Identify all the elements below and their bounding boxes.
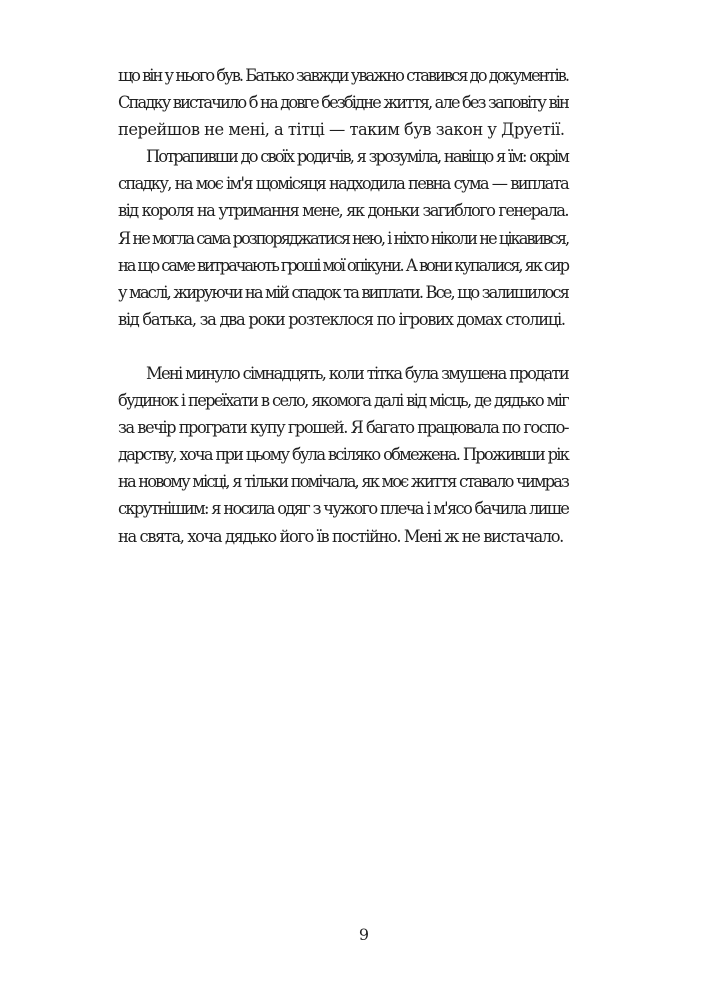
text-line: на свята, хоча дядько його їв постійно. Мені ж не вистачало. [118,526,563,546]
text-line: на новому місці, я тільки помічала, як моє життя ставало чимраз [118,472,568,492]
text-line: перейшов не мені, а тітці — таким був закон у Друетії. [118,120,565,140]
text-line: Я не могла сама розпоряджатися нею, і ніхто ніколи не цікавився, [118,228,569,248]
paragraph-3 [118,360,568,550]
text-line: від короля на утримання мене, як доньки загиблого генерала. [118,201,568,221]
text-line: Потрапивши до своїх родичів, я зрозуміла, навіщо я їм: окрім [146,147,568,167]
body-text [118,62,568,550]
text-line: у маслі, жируючи на мій спадок та виплати. Все, що залишилося [118,282,568,302]
text-line: від батька, за два роки розтеклося по ігрових домах столиці. [118,309,565,329]
text-line: спадку, на моє ім'я щомісяця надходила певна сума — виплата [118,174,568,194]
text-line: за вечір програти купу грошей. Я багато працювала по госпо- [118,418,568,438]
text-line: скрутнішим: я носила одяг з чужого плеча і м'ясо бачила лише [118,499,569,519]
text-line: будинок і переїхати в село, якомога далі від місць, де дядько міг [118,391,568,411]
text-line: Спадку вистачило б на довге безбідне життя, але без заповіту він [118,93,568,113]
paragraph-1 [118,62,568,143]
text-line: на що саме витрачають гроші мої опікуни. А вони купалися, як сир [118,255,569,275]
paragraph-2 [118,143,568,333]
text-line: що він у нього був. Батько завжди уважно ставився до документів. [118,66,568,85]
section-break [118,333,568,360]
text-line: дарству, хоча при цьому була всіляко обмежена. Проживши рік [118,445,568,465]
page-number: 9 [358,925,370,944]
text-line: Мені минуло сімнадцять, коли тітка була змушена продати [146,363,568,383]
